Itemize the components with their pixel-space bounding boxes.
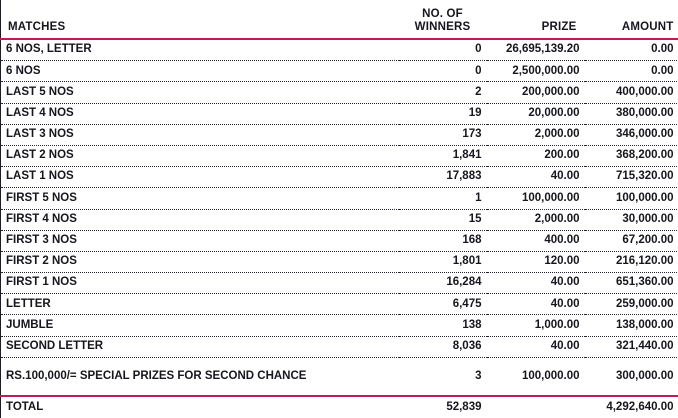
cell-amount: 30,000.00 — [585, 209, 678, 230]
table-row — [1, 357, 678, 396]
cell-match: FIRST 4 NOS — [1, 209, 399, 230]
cell-winners: 6,475 — [399, 294, 487, 315]
cell-winners: 1,801 — [399, 251, 487, 272]
column-header-no-of-winners — [399, 0, 487, 39]
table-row — [1, 315, 678, 336]
cell-prize: 40.00 — [487, 294, 585, 315]
cell-match: LETTER — [1, 294, 399, 315]
cell-match: LAST 5 NOS — [1, 82, 399, 103]
column-header-no-of-winners-line2: WINNERS — [404, 21, 482, 34]
cell-match: RS.100,000/= SPECIAL PRIZES FOR SECOND CHANCE — [1, 357, 399, 396]
cell-match: LAST 3 NOS — [1, 124, 399, 145]
cell-match: LAST 4 NOS — [1, 103, 399, 124]
table-row — [1, 39, 678, 61]
cell-winners: 173 — [399, 124, 487, 145]
cell-amount: 67,200.00 — [585, 230, 678, 251]
cell-prize: 40.00 — [487, 336, 585, 357]
table-row — [1, 61, 678, 82]
cell-prize: 2,000.00 — [487, 124, 585, 145]
cell-winners: 2 — [399, 82, 487, 103]
cell-amount: 100,000.00 — [585, 188, 678, 209]
table-row — [1, 209, 678, 230]
table-row — [1, 82, 678, 103]
cell-winners: 138 — [399, 315, 487, 336]
cell-winners: 19 — [399, 103, 487, 124]
column-header-amount: AMOUNT — [585, 0, 678, 39]
cell-amount: 216,120.00 — [585, 251, 678, 272]
cell-prize: 400.00 — [487, 230, 585, 251]
cell-winners: 8,036 — [399, 336, 487, 357]
cell-amount: 300,000.00 — [585, 357, 678, 396]
cell-prize: 120.00 — [487, 251, 585, 272]
total-winners: 52,839 — [399, 396, 487, 418]
table-row — [1, 336, 678, 357]
cell-amount: 0.00 — [585, 61, 678, 82]
table-header-row — [1, 0, 678, 39]
cell-amount: 321,440.00 — [585, 336, 678, 357]
cell-amount: 0.00 — [585, 39, 678, 61]
cell-prize: 100,000.00 — [487, 357, 585, 396]
table-body — [1, 39, 678, 396]
cell-prize: 200,000.00 — [487, 82, 585, 103]
cell-prize: 200.00 — [487, 145, 585, 166]
table-row — [1, 124, 678, 145]
cell-match: 6 NOS, LETTER — [1, 39, 399, 61]
cell-amount: 259,000.00 — [585, 294, 678, 315]
cell-prize: 20,000.00 — [487, 103, 585, 124]
cell-prize: 40.00 — [487, 273, 585, 294]
table-row — [1, 103, 678, 124]
cell-winners: 0 — [399, 39, 487, 61]
cell-winners: 0 — [399, 61, 487, 82]
cell-winners: 1 — [399, 188, 487, 209]
cell-winners: 17,883 — [399, 167, 487, 188]
cell-match: 6 NOS — [1, 61, 399, 82]
cell-prize: 100,000.00 — [487, 188, 585, 209]
cell-prize: 2,000.00 — [487, 209, 585, 230]
cell-winners: 16,284 — [399, 273, 487, 294]
cell-prize: 26,695,139.20 — [487, 39, 585, 61]
cell-winners: 3 — [399, 357, 487, 396]
table-footer — [1, 396, 678, 418]
cell-prize: 1,000.00 — [487, 315, 585, 336]
cell-amount: 346,000.00 — [585, 124, 678, 145]
cell-match: FIRST 5 NOS — [1, 188, 399, 209]
table-row — [1, 273, 678, 294]
cell-match: JUMBLE — [1, 315, 399, 336]
cell-winners: 15 — [399, 209, 487, 230]
table-row — [1, 294, 678, 315]
cell-prize: 2,500,000.00 — [487, 61, 585, 82]
cell-match: FIRST 1 NOS — [1, 273, 399, 294]
total-amount: 4,292,640.00 — [585, 396, 678, 418]
cell-amount: 368,200.00 — [585, 145, 678, 166]
cell-amount: 138,000.00 — [585, 315, 678, 336]
column-header-no-of-winners-line1: NO. OF — [404, 8, 482, 21]
cell-amount: 380,000.00 — [585, 103, 678, 124]
table-row — [1, 230, 678, 251]
cell-match: SECOND LETTER — [1, 336, 399, 357]
total-label: TOTAL — [1, 396, 399, 418]
table-row — [1, 251, 678, 272]
cell-match: FIRST 2 NOS — [1, 251, 399, 272]
cell-winners: 168 — [399, 230, 487, 251]
cell-amount: 715,320.00 — [585, 167, 678, 188]
cell-winners: 1,841 — [399, 145, 487, 166]
cell-match: LAST 1 NOS — [1, 167, 399, 188]
total-prize — [487, 396, 585, 418]
table-total-row — [1, 396, 678, 418]
table-header — [1, 0, 678, 39]
column-header-matches: MATCHES — [1, 0, 399, 39]
table-row — [1, 145, 678, 166]
cell-match: LAST 2 NOS — [1, 145, 399, 166]
table-row — [1, 167, 678, 188]
table-row — [1, 188, 678, 209]
cell-prize: 40.00 — [487, 167, 585, 188]
cell-amount: 400,000.00 — [585, 82, 678, 103]
cell-amount: 651,360.00 — [585, 273, 678, 294]
cell-match: FIRST 3 NOS — [1, 230, 399, 251]
column-header-prize: PRIZE — [487, 0, 585, 39]
